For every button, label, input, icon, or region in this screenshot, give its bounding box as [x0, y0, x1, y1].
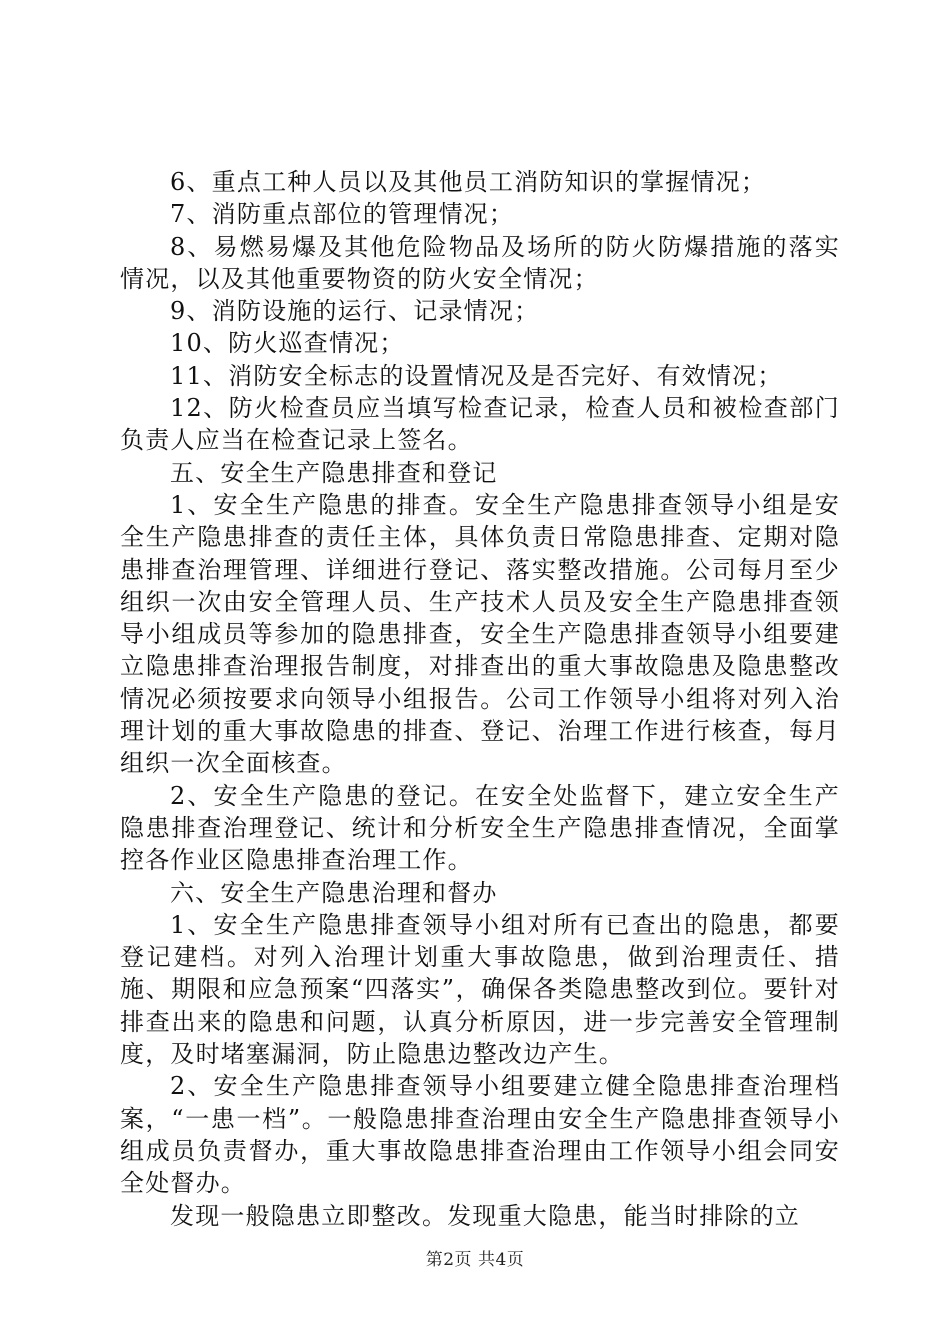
paragraph-hazard-registration: 2、安全生产隐患的登记。在安全处监督下，建立安全生产隐患排查治理登记、统计和分析安全生产隐患排查情况，全面掌控各作业区隐患排查治理工作。	[120, 781, 840, 875]
section-heading-6: 六、安全生产隐患治理和督办	[170, 878, 498, 907]
page-footer: 第2页 共4页	[425, 1250, 525, 1270]
paragraph-item-8: 8、易燃易爆及其他危险物品及场所的防火防爆措施的落实情况，以及其他重要物资的防火安全情况；	[120, 232, 840, 293]
paragraph-hazard-archive: 2、安全生产隐患排查领导小组要建立健全隐患排查治理档案，“一患一档”。一般隐患排查治理由安全生产隐患排查领导小组成员负责督办，重大事故隐患排查治理由工作领导小组会同安全处督办。	[120, 1072, 840, 1198]
document-body	[120, 166, 840, 1232]
paragraph-hazard-filing: 1、安全生产隐患排查领导小组对所有已查出的隐患，都要登记建档。对列入治理计划重大事故隐患，做到治理责任、措施、期限和应急预案“四落实”，确保各类隐患整改到位。要针对排查出来的隐患和问题，认真分析原因，进一步完善安全管理制度，及时堵塞漏洞，防止隐患边整改边产生。	[120, 910, 840, 1069]
section-heading-5: 五、安全生产隐患排查和登记	[170, 458, 498, 487]
paragraph-item-10: 10、防火巡查情况；	[170, 329, 405, 358]
paragraph-item-7: 7、消防重点部位的管理情况；	[170, 200, 515, 229]
paragraph-item-9: 9、消防设施的运行、记录情况；	[170, 297, 540, 326]
paragraph-item-11: 11、消防安全标志的设置情况及是否完好、有效情况；	[170, 361, 783, 390]
paragraph-item-6: 6、重点工种人员以及其他员工消防知识的掌握情况；	[170, 168, 767, 196]
paragraph-hazard-inspection: 1、安全生产隐患的排查。安全生产隐患排查领导小组是安全生产隐患排查的责任主体，具体负责日常隐患排查、定期对隐患排查治理管理、详细进行登记、落实整改措施。公司每月至少组织一次由安全管理人员、生产技术人员及安全生产隐患排查领导小组成员等参加的隐患排查，安全生产隐患排查领导小组要建立隐患排查治理报告制度，对排查出的重大事故隐患及隐患整改情况必须按要求向领导小组报告。公司工作领导小组将对列入治理计划的重大事故隐患的排查、登记、治理工作进行核查，每月组织一次全面核查。	[120, 490, 840, 778]
paragraph-hazard-rectify: 发现一般隐患立即整改。发现重大隐患，能当时排除的立	[170, 1201, 800, 1230]
paragraph-item-12: 12、防火检查员应当填写检查记录，检查人员和被检查部门负责人应当在检查记录上签名。	[120, 394, 840, 455]
